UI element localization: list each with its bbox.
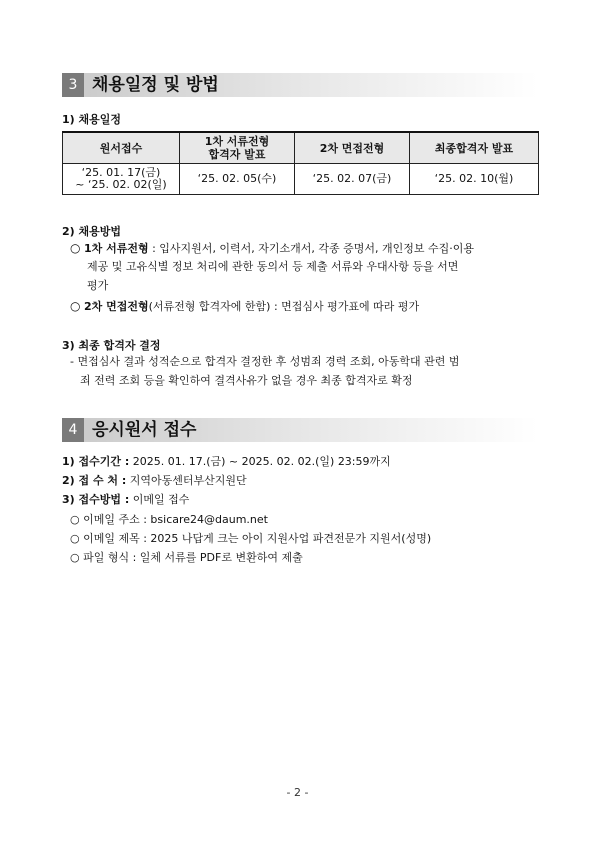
method-item-1-label: 1차 서류전형 bbox=[83, 242, 149, 255]
section-header-4 bbox=[62, 418, 538, 442]
method-item-2 bbox=[70, 299, 419, 314]
apply-file-format: ○ 파일 형식 : 일체 서류를 PDF로 변환하여 제출 bbox=[70, 551, 303, 564]
col-header-interview: 2차 면접전형 bbox=[295, 132, 410, 164]
apply-method-text: 이메일 접수 bbox=[129, 493, 190, 506]
cell-application-period bbox=[63, 164, 180, 195]
section-number: 4 bbox=[62, 418, 84, 442]
apply-period-text: 2025. 01. 17.(금) ~ 2025. 02. 02.(일) 23:59까지 bbox=[129, 455, 391, 468]
col-header-first-round bbox=[180, 132, 295, 164]
cell-application-end: ~ ‘25. 02. 02(일) bbox=[75, 178, 167, 191]
cell-final-date: ‘25. 02. 10(월) bbox=[410, 164, 539, 195]
method-item-1-text: : 입사지원서, 이력서, 자기소개서, 각종 증명서, 개인정보 수집·이용 bbox=[148, 242, 475, 255]
schedule-table bbox=[62, 131, 539, 195]
apply-place-text: 지역아동센터부산지원단 bbox=[126, 474, 247, 487]
bullet-circle-icon: ○ bbox=[70, 299, 81, 313]
apply-period bbox=[62, 455, 391, 469]
method-item-1-cont1: 제공 및 고유식별 정보 처리에 관한 동의서 등 제출 서류와 우대사항 등을 서면 bbox=[87, 260, 459, 273]
method-item-2-label: 2차 면접전형 bbox=[83, 300, 149, 313]
apply-place-label: 2) 접 수 처 : bbox=[62, 474, 127, 487]
final-line-2: 죄 전력 조회 등을 확인하여 결격사유가 없을 경우 최종 합격자로 확정 bbox=[80, 374, 413, 387]
col-header-first-round-line2: 합격자 발표 bbox=[208, 148, 266, 161]
col-header-final: 최종합격자 발표 bbox=[410, 132, 539, 164]
method-heading: 2) 채용방법 bbox=[62, 225, 122, 238]
col-header-application: 원서접수 bbox=[63, 132, 180, 164]
final-line-1: - 면접심사 결과 성적순으로 합격자 결정한 후 성범죄 경력 조회, 아동학대 관련 범 bbox=[70, 355, 460, 368]
method-item-1 bbox=[70, 241, 474, 256]
bullet-circle-icon: ○ bbox=[70, 241, 81, 255]
section-number: 3 bbox=[62, 73, 84, 97]
method-item-1-cont2: 평가 bbox=[87, 279, 109, 292]
page-number: - 2 - bbox=[286, 786, 309, 799]
cell-first-round-date: ‘25. 02. 05(수) bbox=[180, 164, 295, 195]
apply-method bbox=[62, 493, 189, 507]
section-header-3 bbox=[62, 73, 538, 97]
final-heading: 3) 최종 합격자 결정 bbox=[62, 339, 161, 352]
schedule-heading: 1) 채용일정 bbox=[62, 113, 122, 126]
cell-interview-date: ‘25. 02. 07(금) bbox=[295, 164, 410, 195]
table-row bbox=[63, 164, 539, 195]
method-item-2-text: (서류전형 합격자에 한함) : 면접심사 평가표에 따라 평가 bbox=[148, 300, 420, 313]
apply-email-address: ○ 이메일 주소 : bsicare24@daum.net bbox=[70, 513, 268, 526]
section-title: 채용일정 및 방법 bbox=[92, 75, 219, 95]
cell-application-start: ‘25. 01. 17(금) bbox=[81, 166, 161, 179]
apply-place bbox=[62, 474, 247, 488]
section-title: 응시원서 접수 bbox=[92, 420, 197, 440]
apply-method-label: 3) 접수방법 : bbox=[62, 493, 130, 506]
col-header-first-round-line1: 1차 서류전형 bbox=[204, 135, 270, 148]
apply-email-subject: ○ 이메일 제목 : 2025 나답게 크는 아이 지원사업 파견전문가 지원서(성명) bbox=[70, 532, 432, 545]
apply-period-label: 1) 접수기간 : bbox=[62, 455, 130, 468]
